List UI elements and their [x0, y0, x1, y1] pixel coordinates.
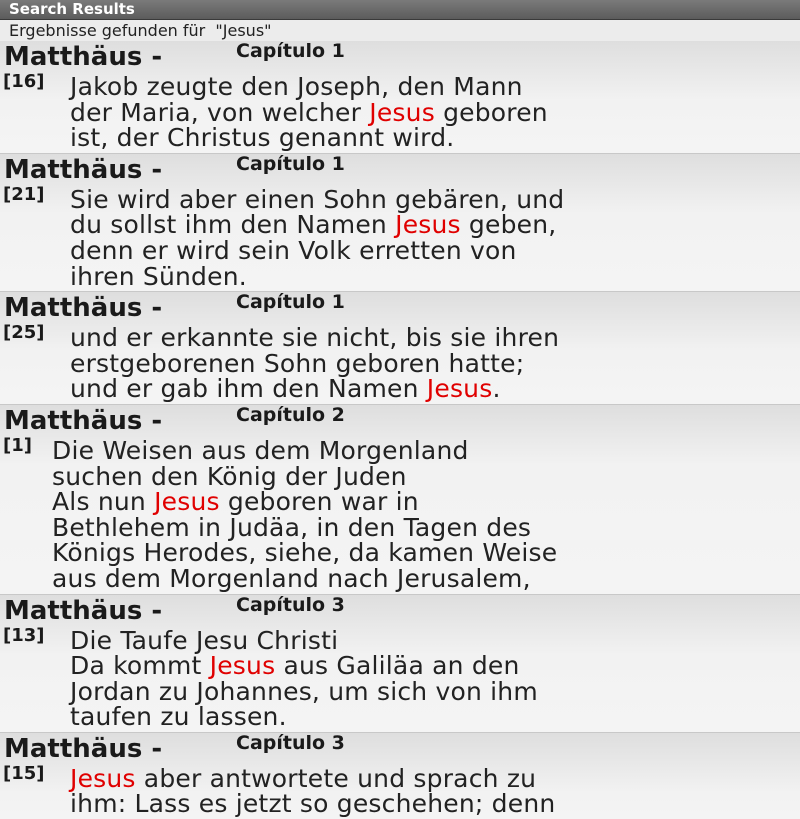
- book-name: Matthäus -: [4, 595, 163, 626]
- verse-number: [1]: [3, 434, 32, 456]
- result-reference: [0, 41, 800, 71]
- verse-text-segment: ihm: Lass es jetzt so geschehen; denn: [70, 789, 556, 819]
- verse-line: [70, 125, 800, 151]
- verse-text-segment: geboren: [434, 97, 548, 127]
- book-name: Matthäus -: [4, 733, 163, 764]
- verse-line: [70, 625, 800, 655]
- verse-text-segment: Die Weisen aus dem Morgenland: [52, 435, 469, 465]
- verse-text-segment: und er gab ihm den Namen: [70, 374, 427, 404]
- verse-line: [70, 74, 800, 100]
- result-reference: [0, 154, 800, 184]
- verse-number: [21]: [3, 183, 45, 205]
- chapter-label: Capítulo 1: [236, 152, 345, 175]
- chapter-label: Capítulo 3: [236, 593, 345, 616]
- search-term-highlight: Jesus: [154, 487, 220, 517]
- verse-text-segment: Da kommt: [70, 651, 210, 681]
- verse-text-segment: taufen zu lassen.: [70, 702, 287, 732]
- search-term-highlight: Jesus: [426, 374, 493, 404]
- verse-text-segment: Die Taufe Jesu Christi: [70, 625, 339, 655]
- verse-line: [52, 489, 800, 515]
- verse-text-segment: ihren Sünden.: [70, 261, 247, 291]
- verse-line: [70, 97, 800, 127]
- book-name: Matthäus -: [4, 154, 163, 185]
- verse-text-segment: Jordan zu Johannes, um sich von ihm: [70, 676, 538, 706]
- result-reference: [0, 292, 800, 322]
- verse-line: [70, 235, 800, 265]
- window-title: Search Results: [9, 0, 135, 18]
- verse-text-segment: Jakob zeugte den Joseph, den Mann: [70, 72, 523, 101]
- verse-text: [0, 184, 800, 289]
- verse-text-segment: Als nun: [52, 487, 155, 517]
- verse-text-segment: geboren war in: [219, 487, 419, 517]
- verse-line: [70, 676, 800, 706]
- search-result-item[interactable]: [0, 732, 800, 819]
- chapter-label: Capítulo 2: [236, 403, 345, 426]
- verse-line: [52, 435, 800, 465]
- search-term-highlight: Jesus: [395, 210, 461, 240]
- verse-text: [0, 322, 800, 402]
- verse-text-segment: suchen den König der Juden: [52, 461, 407, 491]
- search-term-highlight: Jesus: [70, 763, 136, 793]
- verse-line: [70, 325, 800, 351]
- verse-line: [52, 512, 800, 542]
- verse-text-segment: Bethlehem in Judäa, in den Tagen des: [52, 512, 532, 542]
- verse-line: [70, 261, 800, 291]
- verse-text-segment: Königs Herodes, siehe, da kamen Weise: [52, 538, 558, 568]
- result-reference: [0, 733, 800, 763]
- verse-text: [0, 763, 800, 817]
- verse-text-segment: du sollst ihm den Namen: [70, 210, 396, 240]
- verse-text-segment: Sie wird aber einen Sohn gebären, und: [70, 184, 565, 214]
- verse-text-segment: der Maria, von welcher: [70, 97, 370, 127]
- verse-line: [70, 763, 800, 793]
- chapter-label: Capítulo 3: [236, 731, 345, 754]
- verse-line: [52, 461, 800, 491]
- search-term-highlight: Jesus: [209, 651, 276, 681]
- verse-number: [25]: [3, 322, 45, 344]
- verse-text: [0, 625, 800, 730]
- verse-text-segment: aber antwortete und sprach zu: [135, 763, 537, 793]
- verse-row: [0, 435, 800, 594]
- verse-line: [70, 653, 800, 679]
- verse-line: [70, 791, 800, 817]
- verse-row: [0, 322, 800, 404]
- search-result-item[interactable]: [0, 404, 800, 594]
- result-reference: [0, 405, 800, 435]
- book-name: Matthäus -: [4, 293, 163, 324]
- verse-row: [0, 763, 800, 819]
- verse-line: [52, 563, 800, 593]
- verse-text-segment: erstgeborenen Sohn geboren hatte;: [70, 348, 525, 378]
- verse-text-segment: aus Galiläa an den: [275, 651, 520, 681]
- title-bar: [0, 0, 800, 20]
- verse-line: [70, 348, 800, 378]
- verse-text-segment: denn er wird sein Volk erretten von: [70, 235, 517, 265]
- result-reference: [0, 595, 800, 625]
- verse-line: [70, 376, 800, 402]
- verse-text-segment: aus dem Morgenland nach Jerusalem,: [52, 563, 531, 593]
- verse-text-segment: ist, der Christus genannt wird.: [70, 123, 455, 153]
- verse-line: [52, 540, 800, 566]
- results-summary: Ergebnisse gefunden für "Jesus": [9, 21, 272, 40]
- verse-text: [0, 71, 800, 151]
- verse-text-segment: geben,: [460, 210, 557, 240]
- verse-line: [70, 212, 800, 238]
- chapter-label: Capítulo 1: [236, 40, 345, 62]
- chapter-label: Capítulo 1: [236, 291, 345, 314]
- verse-row: [0, 71, 800, 153]
- search-term-highlight: Jesus: [369, 97, 435, 127]
- verse-line: [70, 704, 800, 730]
- verse-row: [0, 184, 800, 291]
- verse-text-segment: und er erkannte sie nicht, bis sie ihren: [70, 323, 560, 353]
- search-result-item[interactable]: [0, 594, 800, 732]
- search-result-item[interactable]: [0, 153, 800, 291]
- results-list[interactable]: [0, 40, 800, 819]
- verse-number: [15]: [3, 762, 45, 784]
- verse-text: [0, 435, 800, 592]
- verse-line: [70, 184, 800, 214]
- search-result-item[interactable]: [0, 291, 800, 404]
- book-name: Matthäus -: [4, 405, 163, 436]
- verse-row: [0, 625, 800, 732]
- verse-number: [16]: [3, 71, 45, 92]
- verse-number: [13]: [3, 624, 45, 646]
- search-result-item[interactable]: [0, 41, 800, 153]
- verse-text-segment: .: [492, 374, 501, 404]
- book-name: Matthäus -: [4, 42, 163, 72]
